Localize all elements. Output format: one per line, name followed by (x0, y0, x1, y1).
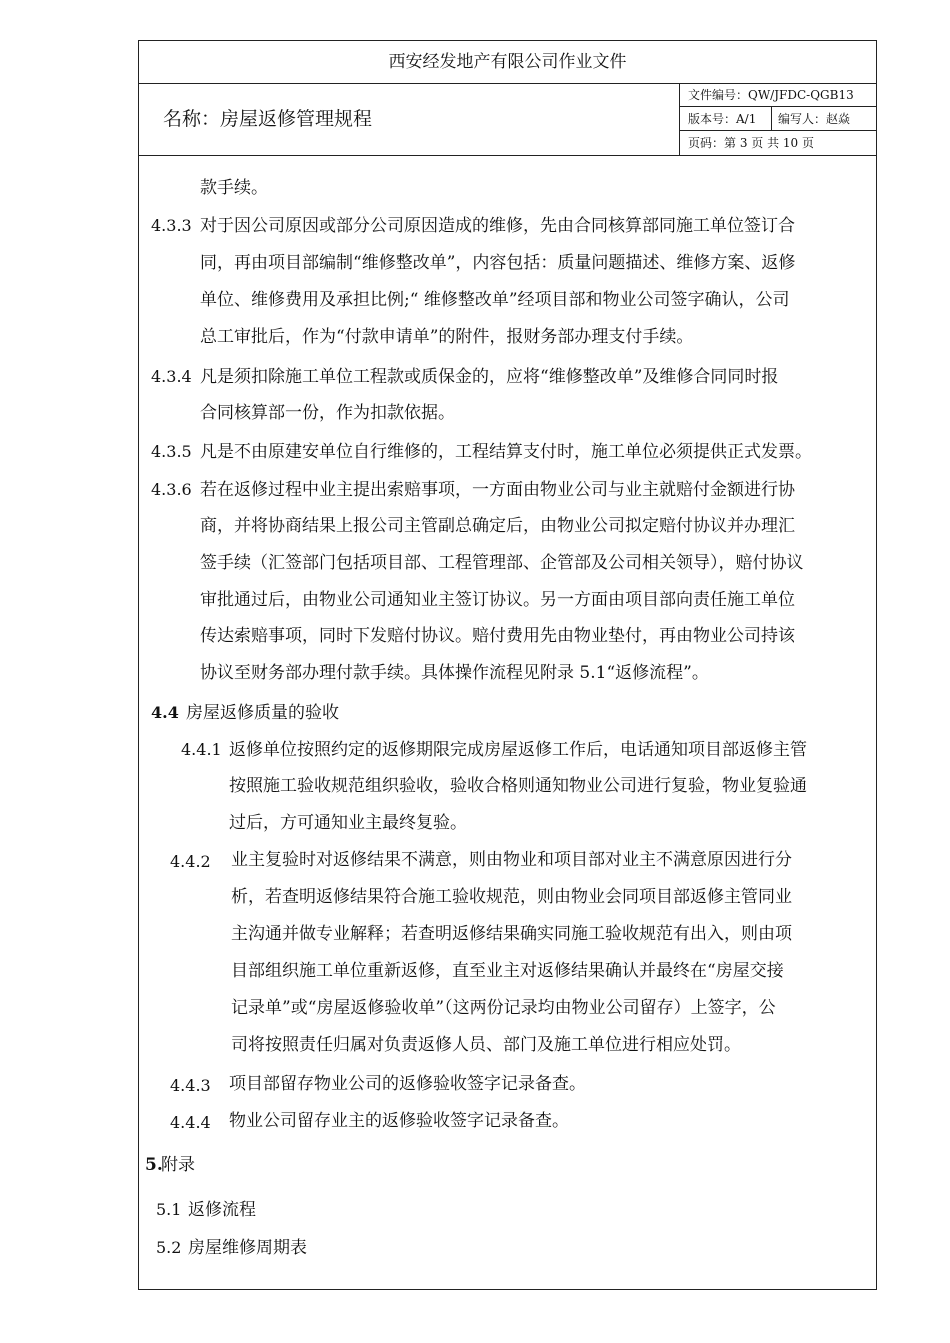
body-line: 传达索赔事项，同时下发赔付协议。赔付费用先由物业垫付，再由物业公司持该 (200, 626, 795, 646)
company-title: 西安经发地产有限公司作业文件 (139, 41, 876, 84)
section-number: 4.4.2 (170, 852, 211, 871)
appendix-item: 返修流程 (188, 1200, 256, 1220)
body-line: 记录单”或“房屋返修验收单”（这两份记录均由物业公司留存）上签字，公 (231, 998, 776, 1018)
document-name: 名称：房屋返修管理规程 (163, 108, 373, 130)
header-divider (139, 155, 876, 156)
body-line: 项目部留存物业公司的返修验收签字记录备查。 (229, 1074, 586, 1094)
version-author-row (680, 107, 877, 131)
section-number: 5. (145, 1155, 163, 1175)
body-line: 商，并将协商结果上报公司主管副总确定后，由物业公司拟定赔付协议并办理汇 (200, 516, 795, 536)
section-number: 4.3.5 (151, 442, 192, 461)
appendix-number: 5.1 (156, 1200, 182, 1219)
version: 版本号：A/1 (680, 107, 772, 131)
section-number: 4.3.3 (151, 216, 192, 235)
body-line: 物业公司留存业主的返修验收签字记录备查。 (229, 1111, 569, 1131)
section-heading: 房屋返修质量的验收 (186, 703, 339, 723)
body-line: 主沟通并做专业解释；若查明返修结果确实同施工验收规范有出入，则由项 (231, 924, 792, 944)
body-line: 对于因公司原因或部分公司原因造成的维修，先由合同核算部同施工单位签订合 (200, 216, 795, 236)
section-number: 4.4.4 (170, 1113, 211, 1132)
body-line: 单位、维修费用及承担比例;“ 维修整改单”经项目部和物业公司签字确认，公司 (200, 290, 790, 310)
body-line: 签手续（汇签部门包括项目部、工程管理部、企管部及公司相关领导），赔付协议 (200, 553, 804, 573)
body-line: 审批通过后，由物业公司通知业主签订协议。另一方面由项目部向责任施工单位 (200, 590, 795, 610)
body-line: 凡是不由原建安单位自行维修的，工程结算支付时，施工单位必须提供正式发票。 (200, 442, 812, 462)
section-heading: 附录 (161, 1155, 195, 1175)
body-line: 总工审批后，作为“付款申请单”的附件，报财务部办理支付手续。 (200, 327, 694, 347)
appendix-number: 5.2 (156, 1238, 182, 1257)
body-line: 凡是须扣除施工单位工程款或质保金的，应将“维修整改单”及维修合同同时报 (200, 367, 779, 387)
body-line: 返修单位按照约定的返修期限完成房屋返修工作后，电话通知项目部返修主管 (229, 740, 807, 760)
section-number: 4.4.3 (170, 1076, 211, 1095)
doc-meta-table (679, 83, 877, 155)
author: 编写人：赵焱 (778, 112, 851, 126)
section-number: 4.4 (151, 703, 179, 722)
section-number: 4.3.6 (151, 480, 192, 499)
body-line: 析，若查明返修结果符合施工验收规范，则由物业会同项目部返修主管同业 (231, 887, 792, 907)
body-line: 司将按照责任归属对负责返修人员、部门及施工单位进行相应处罚。 (231, 1035, 741, 1055)
body-line: 目部组织施工单位重新返修，直至业主对返修结果确认并最终在“房屋交接 (231, 961, 784, 981)
section-number: 4.3.4 (151, 367, 192, 386)
body-line: 过后，方可通知业主最终复验。 (229, 813, 467, 833)
body-line: 款手续。 (200, 178, 268, 198)
file-number: 文件编号：QW/JFDC-QGB13 (680, 83, 877, 107)
appendix-item: 房屋维修周期表 (188, 1238, 307, 1258)
section-number: 4.4.1 (181, 740, 222, 759)
body-line: 同，再由项目部编制“维修整改单”，内容包括：质量问题描述、维修方案、返修 (200, 253, 796, 273)
body-line: 合同核算部一份，作为扣款依据。 (200, 403, 455, 423)
page-info: 页码：第 3 页 共 10 页 (688, 136, 814, 150)
body-line: 按照施工验收规范组织验收，验收合格则通知物业公司进行复验，物业复验通 (229, 776, 807, 796)
body-line: 若在返修过程中业主提出索赔事项，一方面由物业公司与业主就赔付金额进行协 (200, 480, 795, 500)
body-line: 协议至财务部办理付款手续。具体操作流程见附录 5.1“返修流程”。 (200, 663, 709, 683)
body-line: 业主复验时对返修结果不满意，则由物业和项目部对业主不满意原因进行分 (231, 850, 792, 870)
